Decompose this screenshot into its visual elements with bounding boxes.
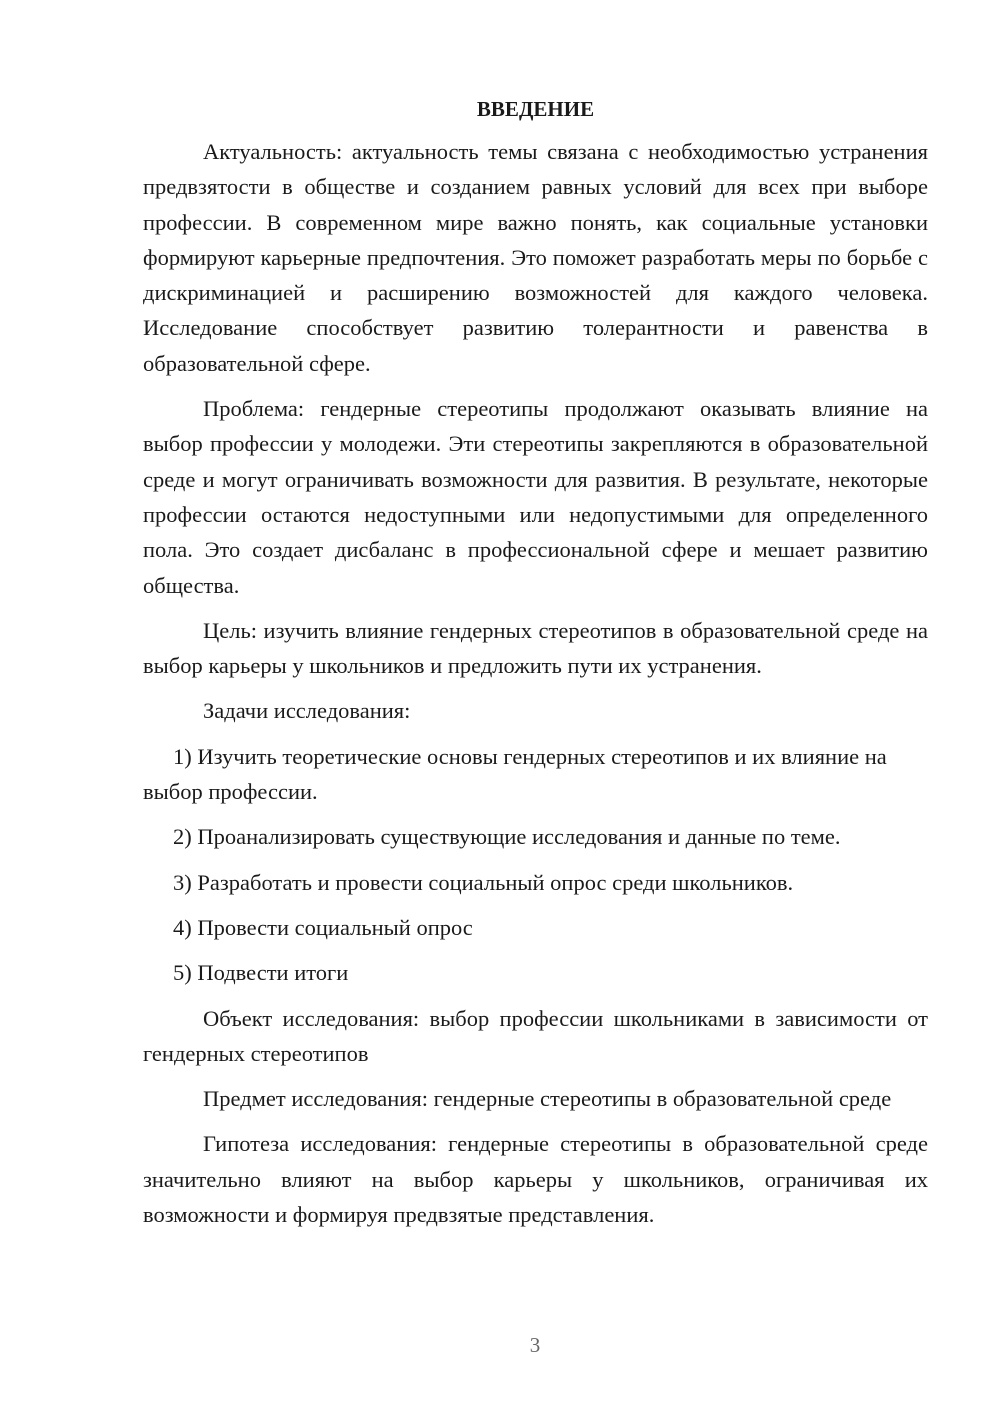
task-item-4: 4) Провести социальный опрос bbox=[173, 914, 473, 940]
relevance-paragraph: Актуальность: актуальность темы связана с необходимостью устранения предвзятости в обществе и созданием равных условий для всех при выборе профессии. В современном мире важно понять, как социальные установки формируют карьерные предпочтения. Это поможет разработать меры по борьбе с дискриминацией и расширению возможностей для каждого человека. Исследование способствует развитию толерантности и равенства в образовательной сфере. bbox=[143, 139, 928, 376]
subject-paragraph: Предмет исследования: гендерные стереотипы в образовательной среде bbox=[203, 1086, 892, 1112]
section-heading: ВВЕДЕНИЕ bbox=[476, 97, 595, 121]
task-item-1: 1) Изучить теоретические основы гендерных стереотипов и их влияние на выбор профессии. bbox=[143, 743, 887, 805]
tasks-heading: Задачи исследования: bbox=[203, 698, 411, 724]
task-item-2: 2) Проанализировать существующие исследования и данные по теме. bbox=[173, 824, 841, 850]
task-item-3: 3) Разработать и провести социальный опрос среди школьников. bbox=[173, 869, 794, 895]
problem-paragraph: Проблема: гендерные стереотипы продолжают оказывать влияние на выбор профессии у молодежи. Эти стереотипы закрепляются в образовательной среде и могут ограничивать возможности для развития. В результате, некоторые профессии остаются недоступными или недопустимыми для определенного пола. Это создает дисбаланс в профессиональной сфере и мешает развитию общества. bbox=[143, 396, 928, 598]
task-item-5: 5) Подвести итоги bbox=[173, 960, 349, 986]
object-paragraph: Объект исследования: выбор профессии школьниками в зависимости от гендерных стереотипов bbox=[143, 1005, 928, 1066]
hypothesis-paragraph: Гипотеза исследования: гендерные стереотипы в образовательной среде значительно влияют на выбор карьеры у школьников, ограничивая их возможности и формируя предвзятые представления. bbox=[143, 1131, 928, 1228]
document-page bbox=[143, 92, 928, 1242]
page-number: 3 bbox=[529, 1333, 541, 1357]
goal-paragraph: Цель: изучить влияние гендерных стереотипов в образовательной среде на выбор карьеры у школьников и предложить пути их устранения. bbox=[143, 617, 928, 679]
